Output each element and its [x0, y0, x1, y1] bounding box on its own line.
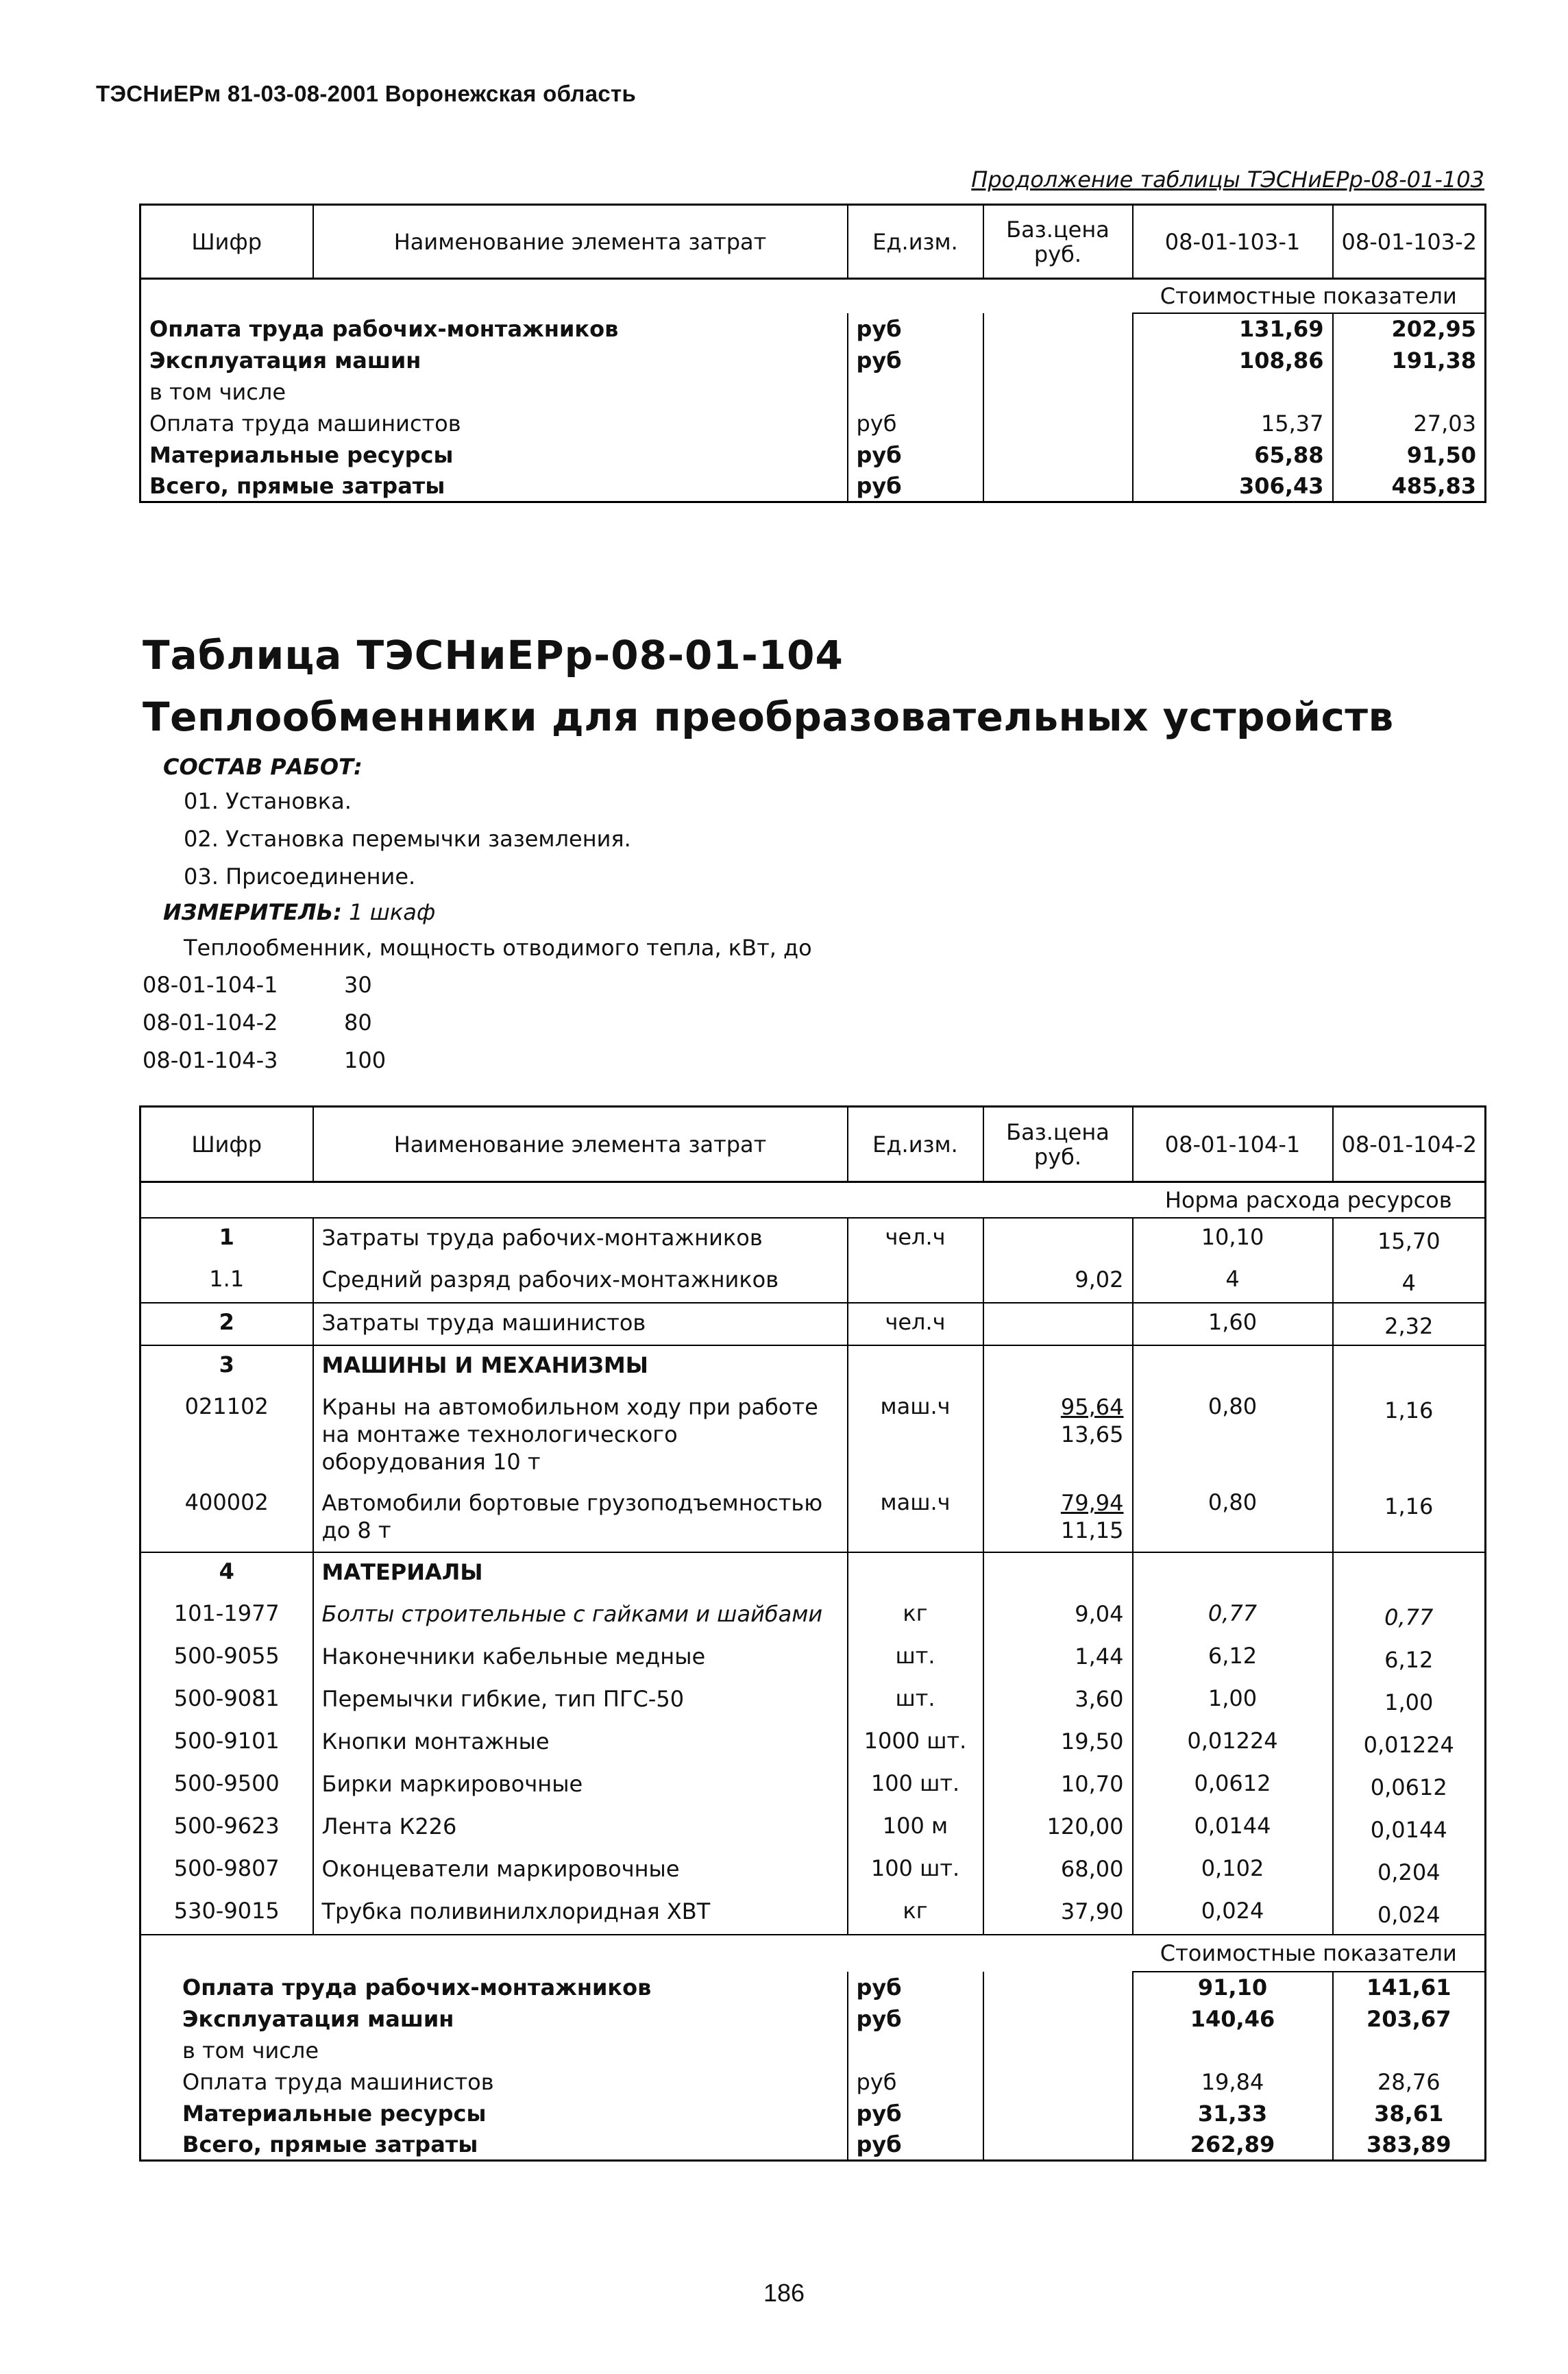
row-value-2	[1333, 376, 1486, 408]
row-name: Кнопки монтажные	[313, 1722, 848, 1765]
row-name: Материальные ресурсы	[140, 439, 848, 471]
row-price	[983, 313, 1133, 345]
table-row	[140, 1637, 1486, 1680]
row-code: 4	[140, 1552, 313, 1595]
table-row	[140, 1722, 1486, 1765]
row-unit: шт.	[848, 1680, 983, 1722]
row-price	[983, 1892, 1133, 1935]
row-price	[983, 1765, 1133, 1807]
row-unit: 1000 шт.	[848, 1722, 983, 1765]
row-value-1: 140,46	[1133, 2003, 1333, 2035]
row-name: Оплата труда машинистов	[140, 2066, 848, 2098]
row-value-2: 1,16	[1333, 1388, 1486, 1484]
row-value-2: 141,61	[1367, 1974, 1451, 2000]
row-value-1: 65,88	[1133, 439, 1333, 471]
row-price	[983, 1552, 1133, 1595]
price-value: 120,00	[1046, 1813, 1124, 1839]
price-value-secondary: 11,15	[1060, 1517, 1124, 1543]
row-value-2: 485,83	[1391, 472, 1476, 499]
row-price	[983, 1484, 1133, 1552]
price-value: 68,00	[1060, 1855, 1124, 1882]
row-price	[983, 1260, 1133, 1303]
table1-header-row	[140, 205, 1486, 279]
col-header-code: Шифр	[140, 1107, 313, 1182]
table-row	[140, 471, 1486, 502]
row-unit: руб	[848, 2098, 983, 2129]
table2-header-row	[140, 1107, 1486, 1182]
table-row	[140, 1680, 1486, 1722]
description: Теплообменник, мощность отводимого тепла, кВт, до	[184, 935, 812, 961]
row-unit	[848, 376, 983, 408]
row-code: 500-9055	[173, 1642, 280, 1669]
row-price	[983, 1595, 1133, 1637]
row-value-2: 6,12	[1333, 1637, 1486, 1680]
row-value-1: 6,12	[1133, 1637, 1333, 1680]
table-row	[140, 376, 1486, 408]
table-row	[140, 2098, 1486, 2129]
row-price	[983, 2035, 1133, 2066]
row-code: 2	[140, 1303, 313, 1345]
row-name: Болты строительные с гайками и шайбами	[313, 1595, 848, 1637]
row-name: Всего, прямые затраты	[140, 471, 848, 502]
row-price	[983, 1345, 1133, 1388]
row-unit: руб	[848, 408, 983, 439]
cost-table-103	[139, 204, 1486, 503]
table-row	[140, 408, 1486, 439]
table-row	[140, 1807, 1486, 1850]
row-value-2: 27,03	[1413, 410, 1476, 437]
row-unit: чел.ч	[848, 1303, 983, 1345]
row-value-2: 1,16	[1333, 1484, 1486, 1552]
row-unit: чел.ч	[848, 1218, 983, 1260]
code-item: 08-01-104-2	[143, 1009, 278, 1036]
row-name: Всего, прямые затраты	[140, 2129, 848, 2161]
code-value: 80	[344, 1009, 372, 1036]
row-name: Затраты труда машинистов	[313, 1303, 848, 1345]
row-code: 500-9101	[173, 1727, 280, 1754]
table-row	[140, 1765, 1486, 1807]
price-value: 10,70	[1060, 1770, 1124, 1797]
code-value: 100	[344, 1047, 387, 1073]
row-value-2: 4	[1333, 1260, 1486, 1303]
row-price	[983, 1218, 1133, 1260]
table-row	[140, 1552, 1486, 1595]
col-header-name: Наименование элемента затрат	[313, 205, 848, 279]
row-price	[983, 345, 1133, 376]
row-price	[983, 1388, 1133, 1484]
row-unit: маш.ч	[848, 1484, 983, 1552]
col-header-unit: Ед.изм.	[848, 1107, 983, 1182]
work-item: 02. Установка перемычки заземления.	[184, 826, 631, 852]
row-name: Эксплуатация машин	[140, 2003, 848, 2035]
row-unit: руб	[848, 2129, 983, 2161]
row-value-2: 203,67	[1367, 2005, 1451, 2032]
table-row	[140, 1388, 1486, 1484]
row-code: 101-1977	[173, 1600, 280, 1626]
row-value-1: 19,84	[1133, 2066, 1333, 2098]
row-value-1: 0,80	[1133, 1388, 1333, 1484]
row-unit: шт.	[848, 1637, 983, 1680]
row-value-2	[1333, 2035, 1486, 2066]
row-unit: руб	[848, 313, 983, 345]
code-item: 08-01-104-1	[143, 972, 278, 998]
row-code: 530-9015	[173, 1897, 280, 1924]
row-unit: 100 шт.	[848, 1765, 983, 1807]
table-subtitle: Теплообменники для преобразовательных устройств	[143, 694, 1394, 740]
row-price	[983, 2003, 1133, 2035]
page-number: 186	[763, 2279, 805, 2307]
row-value-1	[1133, 1345, 1333, 1388]
col-header-unit: Ед.изм.	[848, 205, 983, 279]
row-code: 500-9623	[173, 1812, 280, 1839]
row-value-2: 0,024	[1333, 1892, 1486, 1935]
row-name: Оконцеватели маркировочные	[313, 1850, 848, 1892]
work-composition-label: СОСТАВ РАБОТ:	[163, 754, 363, 780]
row-unit: руб	[848, 439, 983, 471]
price-value: 1,44	[1075, 1643, 1124, 1669]
row-unit: руб	[848, 345, 983, 376]
row-value-1: 0,80	[1133, 1484, 1333, 1552]
row-code: 021102	[184, 1393, 269, 1419]
price-value: 19,50	[1060, 1728, 1124, 1754]
row-unit	[848, 2035, 983, 2066]
page-header: ТЭСНиЕРм 81-03-08-2001 Воронежская область	[96, 81, 637, 106]
col-header-val1: 08-01-104-1	[1133, 1107, 1333, 1182]
row-unit	[848, 1552, 983, 1595]
price-value: 37,90	[1060, 1898, 1124, 1924]
col-header-val2: 08-01-103-2	[1333, 205, 1486, 279]
row-value-1: 0,01224	[1133, 1722, 1333, 1765]
table-row	[140, 1345, 1486, 1388]
table-continuation-note: Продолжение таблицы ТЭСНиЕРр-08-01-103	[971, 167, 1484, 193]
row-code: 500-9081	[173, 1685, 280, 1711]
row-value-2: 15,70	[1333, 1218, 1486, 1260]
row-price	[983, 2098, 1133, 2129]
row-value-2: 1,00	[1333, 1680, 1486, 1722]
row-value-1: 91,10	[1133, 1972, 1333, 2003]
row-name: Материальные ресурсы	[140, 2098, 848, 2129]
code-item: 08-01-104-3	[143, 1047, 278, 1073]
price-value: 9,04	[1075, 1600, 1124, 1627]
row-value-2: 28,76	[1377, 2068, 1441, 2095]
row-unit: кг	[848, 1892, 983, 1935]
row-price	[983, 1303, 1133, 1345]
row-price	[983, 408, 1133, 439]
row-name: Затраты труда рабочих-монтажников	[313, 1218, 848, 1260]
row-value-1: 262,89	[1133, 2129, 1333, 2161]
row-value-1: 0,024	[1133, 1892, 1333, 1935]
row-value-1: 1,00	[1133, 1680, 1333, 1722]
row-unit: руб	[848, 1972, 983, 2003]
table-row	[140, 1595, 1486, 1637]
table-row	[140, 1303, 1486, 1345]
row-value-1: 10,10	[1133, 1218, 1333, 1260]
row-unit: 100 шт.	[848, 1850, 983, 1892]
row-name: в том числе	[140, 2035, 848, 2066]
row-value-2	[1333, 1345, 1486, 1388]
col-header-price: Баз.цена руб.	[983, 1107, 1133, 1182]
row-value-1: 1,60	[1133, 1303, 1333, 1345]
row-name: Наконечники кабельные медные	[313, 1637, 848, 1680]
measure-line	[163, 899, 435, 925]
price-value: 3,60	[1075, 1685, 1124, 1712]
col-header-val1: 08-01-103-1	[1133, 205, 1333, 279]
row-value-1	[1133, 2035, 1333, 2066]
row-name: Оплата труда машинистов	[140, 408, 848, 439]
code-value: 30	[344, 972, 372, 998]
row-value-2: 0,204	[1333, 1850, 1486, 1892]
row-value-1: 108,86	[1133, 345, 1333, 376]
measure-value: 1 шкаф	[349, 899, 436, 925]
row-value-1: 0,0612	[1133, 1765, 1333, 1807]
price-value: 9,02	[1075, 1266, 1124, 1293]
table-row	[140, 1260, 1486, 1303]
row-value-1: 0,77	[1133, 1595, 1333, 1637]
row-value-2: 2,32	[1333, 1303, 1486, 1345]
row-name: Оплата труда рабочих-монтажников	[140, 1972, 848, 2003]
row-code: 1	[140, 1218, 313, 1260]
row-name: МАТЕРИАЛЫ	[313, 1552, 848, 1595]
row-code: 400002	[184, 1489, 269, 1515]
col-header-code: Шифр	[140, 205, 313, 279]
row-value-1: 15,37	[1133, 408, 1333, 439]
section-label-cost: Стоимостные показатели	[1133, 1935, 1486, 1972]
row-unit	[848, 1345, 983, 1388]
row-value-2: 202,95	[1391, 316, 1476, 342]
resource-table-104	[139, 1105, 1486, 2162]
row-value-2: 0,01224	[1333, 1722, 1486, 1765]
row-name: в том числе	[140, 376, 848, 408]
row-name: Краны на автомобильном ходу при работе на монтаже технологического оборудования 10 т	[313, 1388, 848, 1484]
row-value-2: 0,0612	[1333, 1765, 1486, 1807]
row-value-2: 38,61	[1374, 2100, 1444, 2127]
row-name: Автомобили бортовые грузоподъемностью до 8 т	[313, 1484, 848, 1552]
row-name: Трубка поливинилхлоридная ХВТ	[313, 1892, 848, 1935]
row-value-1: 0,0144	[1133, 1807, 1333, 1850]
price-value: 95,64	[1060, 1393, 1124, 1420]
section-label-norm: Норма расхода ресурсов	[1133, 1182, 1486, 1218]
row-code: 3	[140, 1345, 313, 1388]
table-row	[140, 2129, 1486, 2161]
section-label: Стоимостные показатели	[1133, 279, 1486, 313]
table-row	[140, 1850, 1486, 1892]
row-price	[983, 1807, 1133, 1850]
row-value-2: 383,89	[1367, 2131, 1451, 2157]
row-code: 1.1	[209, 1265, 245, 1292]
row-price	[983, 2129, 1133, 2161]
row-unit	[848, 1260, 983, 1303]
table-row	[140, 1218, 1486, 1260]
work-item: 03. Присоединение.	[184, 864, 416, 890]
row-unit: маш.ч	[848, 1388, 983, 1484]
work-item: 01. Установка.	[184, 788, 352, 814]
row-value-1	[1133, 1552, 1333, 1595]
price-value-secondary: 13,65	[1060, 1421, 1124, 1447]
row-unit: руб	[848, 2066, 983, 2098]
table-row	[140, 1892, 1486, 1935]
row-name: МАШИНЫ И МЕХАНИЗМЫ	[313, 1345, 848, 1388]
row-name: Лента К226	[313, 1807, 848, 1850]
table-row	[140, 2003, 1486, 2035]
col-header-val2: 08-01-104-2	[1333, 1107, 1486, 1182]
row-name: Средний разряд рабочих-монтажников	[313, 1260, 848, 1303]
col-header-name: Наименование элемента затрат	[313, 1107, 848, 1182]
row-value-1: 0,102	[1133, 1850, 1333, 1892]
table-title: Таблица ТЭСНиЕРр-08-01-104	[143, 632, 844, 678]
table-row	[140, 345, 1486, 376]
row-code: 500-9500	[173, 1770, 280, 1796]
table-row	[140, 1484, 1486, 1552]
row-code: 500-9807	[173, 1855, 280, 1881]
row-price	[983, 2066, 1133, 2098]
row-price	[983, 1850, 1133, 1892]
table-row	[140, 2035, 1486, 2066]
price-value: 79,94	[1060, 1489, 1124, 1516]
row-name: Оплата труда рабочих-монтажников	[140, 313, 848, 345]
table-row	[140, 439, 1486, 471]
row-price	[983, 1972, 1133, 2003]
row-value-2: 0,0144	[1333, 1807, 1486, 1850]
row-value-2	[1333, 1552, 1486, 1595]
row-name: Эксплуатация машин	[140, 345, 848, 376]
table-row	[140, 1972, 1486, 2003]
row-unit: руб	[848, 2003, 983, 2035]
row-value-1: 306,43	[1133, 471, 1333, 502]
row-price	[983, 439, 1133, 471]
table-row	[140, 2066, 1486, 2098]
row-value-2: 191,38	[1391, 347, 1476, 374]
row-value-2: 91,50	[1406, 441, 1476, 468]
row-value-1: 131,69	[1133, 313, 1333, 345]
row-unit: 100 м	[848, 1807, 983, 1850]
col-header-price: Баз.цена руб.	[983, 205, 1133, 279]
row-unit: руб	[848, 471, 983, 502]
row-price	[983, 376, 1133, 408]
row-value-1: 31,33	[1133, 2098, 1333, 2129]
row-price	[983, 1637, 1133, 1680]
row-name: Бирки маркировочные	[313, 1765, 848, 1807]
row-value-1	[1133, 376, 1333, 408]
row-price	[983, 471, 1133, 502]
row-price	[983, 1722, 1133, 1765]
row-unit: кг	[848, 1595, 983, 1637]
table-row	[140, 313, 1486, 345]
row-price	[983, 1680, 1133, 1722]
measure-label: ИЗМЕРИТЕЛЬ:	[163, 899, 342, 925]
row-value-2: 0,77	[1333, 1595, 1486, 1637]
row-value-1: 4	[1133, 1260, 1333, 1303]
row-name: Перемычки гибкие, тип ПГС-50	[313, 1680, 848, 1722]
